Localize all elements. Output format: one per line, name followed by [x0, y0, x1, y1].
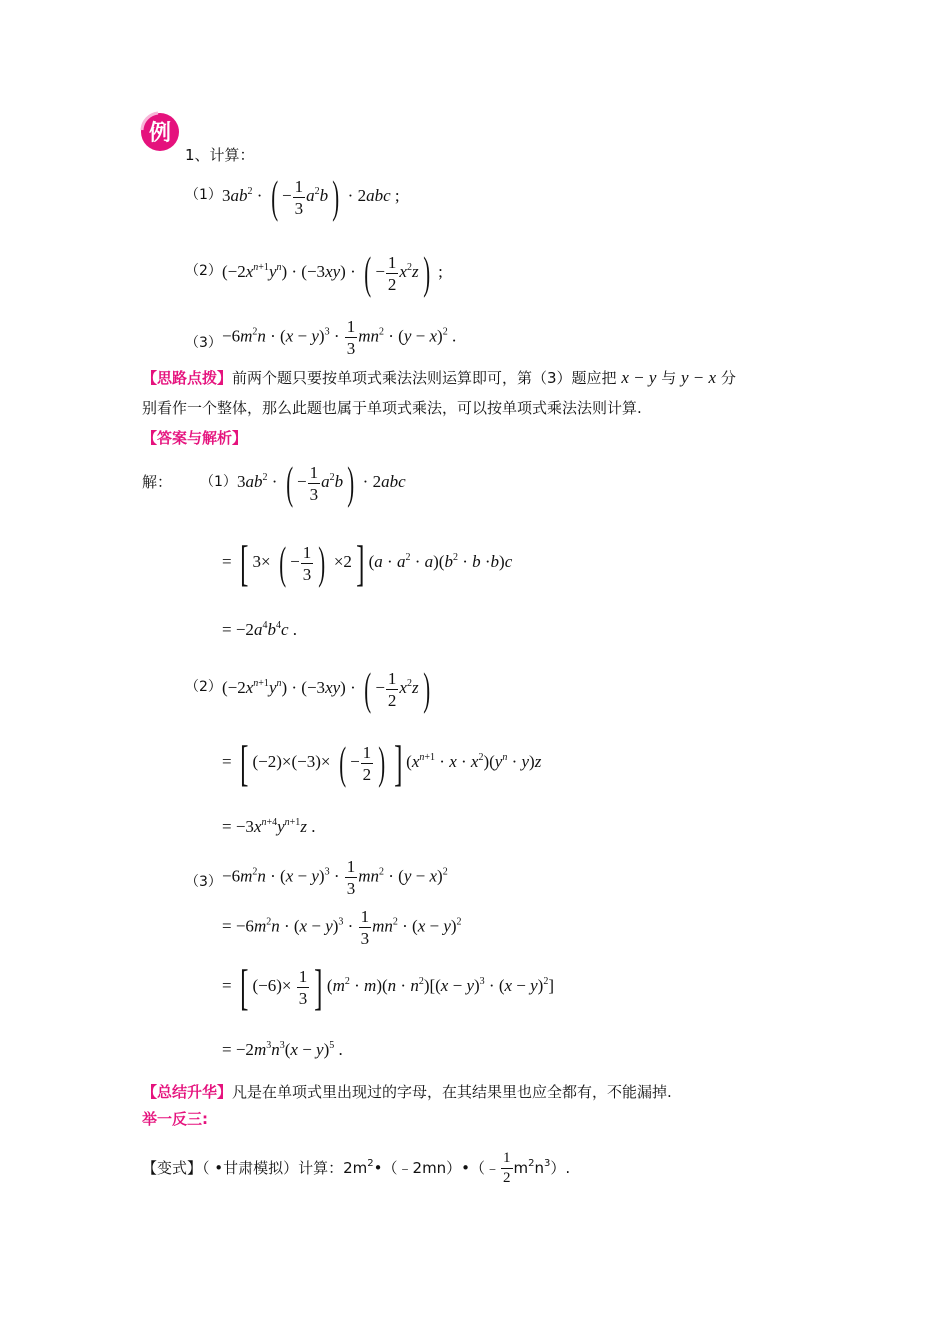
- solution-3-label: （3）: [185, 874, 222, 890]
- hint-label: 【思路点拨】: [142, 369, 233, 387]
- solution-2-line-1: $(-2x^{n+1}y^n) \cdot (-3xy)$ · ( − $\frac{1}{2}$ $x^2z$): [222, 663, 430, 714]
- hint-text-a: 前两个题只要按单项式乘法法则运算即可，第（3）题应把: [232, 369, 617, 387]
- hint-line-1: 【思路点拨】前两个题只要按单项式乘法法则运算即可，第（3）题应把 x − y 与 y − x 分: [142, 368, 736, 387]
- practice-text-c: m: [513, 1159, 529, 1177]
- problem-1-expression: $3ab^2$ · ( − $\frac{1}{3}$ $a^2b) \cdot 2abc$ ;: [222, 171, 400, 222]
- practice-text-e: ）.: [550, 1159, 571, 1177]
- practice-text-d: n: [534, 1159, 545, 1177]
- problem-3-label: （3）: [185, 335, 222, 351]
- solution-2-label: （2）: [185, 679, 222, 695]
- problem-2-expression: $(-2x^{n+1}y^n) \cdot (-3xy)$ · ( − $\frac{1}{2}$ $x^2z$) ;: [222, 247, 443, 298]
- hint-text-b: 与: [661, 369, 677, 387]
- solution-1-line-3: = $-2a^4b^4c$ .: [222, 620, 297, 639]
- hint-text-c: 分: [720, 369, 736, 387]
- problem-2-label: （2）: [185, 263, 222, 279]
- solution-1-line-1: $3ab^2$ · ( − $\frac{1}{3}$ $a^2b) \cdot 2abc$: [237, 457, 406, 508]
- solution-1-label: （1）: [200, 474, 237, 490]
- practice-heading: 举一反三:: [142, 1110, 208, 1128]
- solution-2-line-2: = [ (−2)×(−3)× ( − $\frac{1}{2}$ ) ] $(x^{n+1} \cdot x \cdot x^2)(y^n \cdot y)z$: [222, 735, 542, 791]
- solution-3-line-4: = $-2m^3n^3(x - y)^5$ .: [222, 1040, 343, 1059]
- hint-line-2: 别看作一个整体，那么此题也属于单项式乘法，可以按单项式乘法法则计算.: [142, 399, 642, 417]
- problem-1-label: （1）: [185, 187, 222, 203]
- example-title: 1、计算：: [185, 146, 255, 164]
- summary-line: [142, 1081, 672, 1102]
- practice-text-a: （ •甘肃模拟）计算：2m: [202, 1159, 368, 1177]
- solution-1-line-2: = [ 3× ( − $\frac{1}{3}$ ) ×2] $(a \cdot a^2 \cdot a)(b^2 \cdot b \cdot b)c$: [222, 535, 513, 591]
- summary-label: 【总结升华】: [142, 1083, 233, 1101]
- answer-label: 【答案与解析】: [142, 429, 248, 447]
- example-badge-icon: [138, 110, 180, 152]
- summary-text: 凡是在单项式里出现过的字母，在其结果里也应全都有，不能漏掉.: [232, 1083, 672, 1101]
- practice-line: 【变式】（ •甘肃模拟）计算：$2m^2•(﹣2mn)•(﹣$ $\frac{1}{2}$ $m^2n^3$）.: [142, 1150, 571, 1186]
- solution-prefix: 解：: [142, 473, 173, 491]
- practice-text-b: •（﹣2mn）•（﹣: [373, 1159, 501, 1177]
- solution-3-line-3: = [ (−6)× $\frac{1}{3}$ ] $(m^2 \cdot m)(n \cdot n^2)[(x - y)^3 \cdot (x - y)^2]$: [222, 959, 555, 1015]
- problem-3-expression: $-6m^2n \cdot (x - y)^3$ · $\frac{1}{3}$ $mn^2 \cdot (y - x)^2$ .: [222, 317, 457, 358]
- svg-text:例: 例: [148, 121, 172, 146]
- solution-3-line-1: $-6m^2n \cdot (x - y)^3$ · $\frac{1}{3}$ $mn^2 \cdot (y - x)^2$: [222, 857, 448, 898]
- solution-2-line-3: = $-3x^{n+4}y^{n+1}z$ .: [222, 817, 316, 836]
- practice-label: 【变式】: [142, 1159, 203, 1177]
- solution-3-line-2: = $-6m^2n \cdot (x - y)^3$ · $\frac{1}{3}$ $mn^2 \cdot (x - y)^2$: [222, 907, 462, 948]
